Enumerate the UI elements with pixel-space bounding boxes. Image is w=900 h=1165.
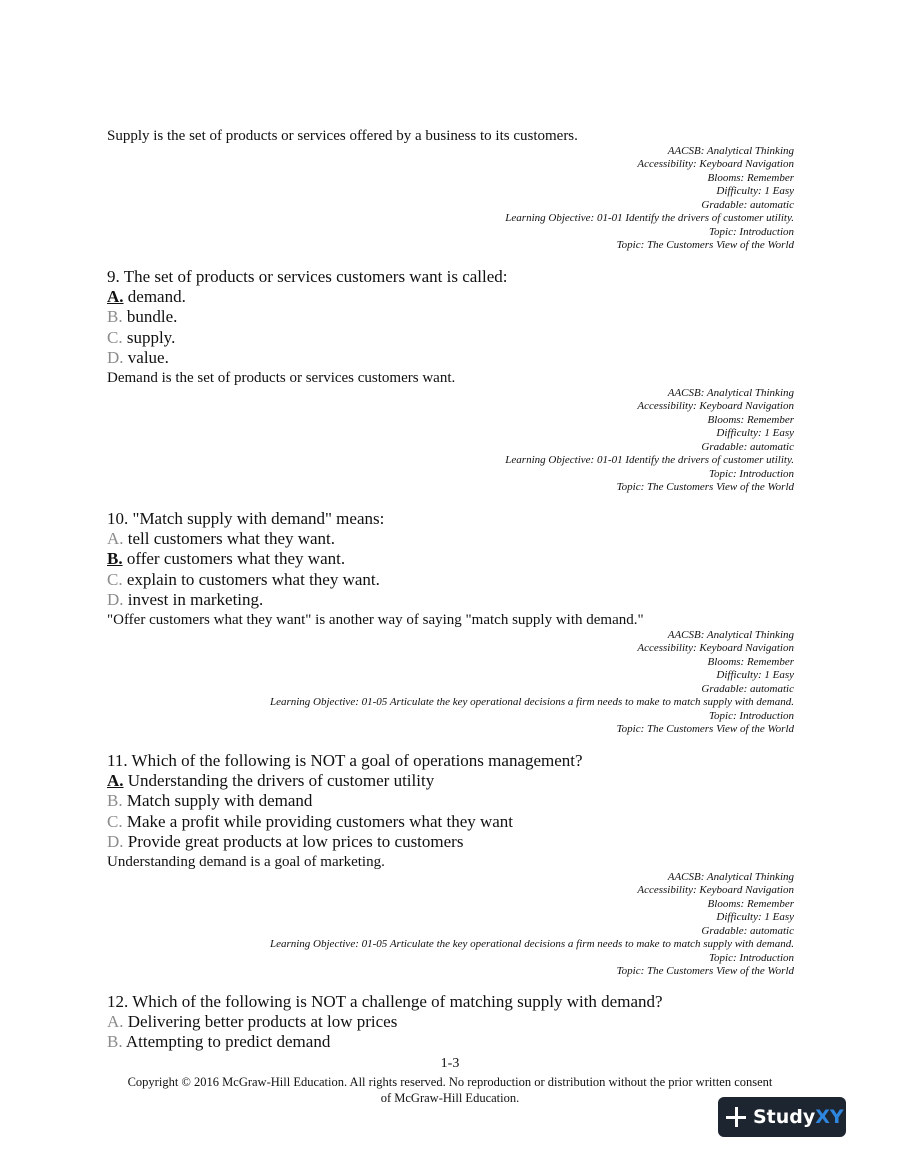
option-letter: D. xyxy=(107,589,124,609)
option-letter: A. xyxy=(107,771,124,791)
option-text: tell customers what they want. xyxy=(123,529,336,549)
meta-line: Learning Objective: 01-01 Identify the drivers of customer utility. xyxy=(505,454,794,467)
meta-line: Difficulty: 1 Easy xyxy=(716,911,794,924)
meta-line: Difficulty: 1 Easy xyxy=(716,669,794,682)
copyright-line: Copyright © 2016 McGraw-Hill Education. All rights reserved. No reproduction or distribution without the prior written consent xyxy=(127,1075,773,1089)
meta-line: Topic: The Customers View of the World xyxy=(616,481,794,494)
option-letter: C. xyxy=(107,569,123,589)
meta-line: Topic: Introduction xyxy=(708,709,794,722)
meta-line: AACSB: Analytical Thinking xyxy=(667,387,794,399)
meta-line: Learning Objective: 01-05 Articulate the key operational decisions a firm needs to make to match supply with demand. xyxy=(269,696,794,709)
meta-line: Topic: Introduction xyxy=(708,467,794,480)
option-text: Match supply with demand xyxy=(122,791,313,811)
answer-option-c xyxy=(107,570,384,590)
option-text: demand. xyxy=(123,287,186,307)
meta-line: Blooms: Remember xyxy=(707,897,794,910)
question-metadata xyxy=(505,387,794,495)
question-metadata xyxy=(270,629,794,737)
option-letter: D. xyxy=(107,347,124,367)
option-text: Delivering better products at low prices xyxy=(123,1012,398,1032)
explanation-text: Demand is the set of products or services customers want. xyxy=(107,370,456,386)
meta-line: Gradable: automatic xyxy=(701,198,794,211)
answer-option-b xyxy=(107,549,384,569)
answer-option-b xyxy=(107,307,508,327)
meta-line: Blooms: Remember xyxy=(707,655,794,668)
answer-option-a xyxy=(107,529,384,549)
question-stem: 10. "Match supply with demand" means: xyxy=(107,509,385,528)
question-metadata xyxy=(505,145,794,253)
question-stem: 9. The set of products or services customers want is called: xyxy=(107,267,508,286)
option-letter: B. xyxy=(107,1032,123,1052)
meta-line: AACSB: Analytical Thinking xyxy=(667,629,794,641)
option-text: Provide great products at low prices to customers xyxy=(123,831,464,851)
option-letter: A. xyxy=(107,287,124,307)
meta-line: Accessibility: Keyboard Navigation xyxy=(637,642,794,655)
option-letter: A. xyxy=(107,1012,124,1032)
studyxy-logo xyxy=(718,1097,846,1137)
option-text: Make a profit while providing customers what they want xyxy=(122,811,514,831)
meta-line: Gradable: automatic xyxy=(701,924,794,937)
explanation-text: Supply is the set of products or services offered by a business to its customers. xyxy=(107,128,578,144)
copyright-line: of McGraw-Hill Education. xyxy=(380,1091,520,1105)
answer-option-d xyxy=(107,348,508,368)
option-letter: C. xyxy=(107,327,123,347)
option-letter: B. xyxy=(107,549,123,569)
meta-line: Topic: The Customers View of the World xyxy=(616,965,794,978)
meta-line: Topic: Introduction xyxy=(708,951,794,964)
answer-option-d xyxy=(107,590,384,610)
meta-line: Gradable: automatic xyxy=(701,440,794,453)
meta-line: Learning Objective: 01-05 Articulate the key operational decisions a firm needs to make to match supply with demand. xyxy=(269,938,794,951)
option-text: explain to customers what they want. xyxy=(122,569,380,589)
logo-text: Study xyxy=(753,1106,816,1128)
option-letter: C. xyxy=(107,811,123,831)
option-text: Attempting to predict demand xyxy=(122,1032,331,1052)
option-text: bundle. xyxy=(122,307,178,327)
meta-line: Accessibility: Keyboard Navigation xyxy=(637,400,794,413)
meta-line: AACSB: Analytical Thinking xyxy=(667,145,794,157)
option-letter: A. xyxy=(107,529,124,549)
option-text: value. xyxy=(123,347,169,367)
meta-line: Topic: The Customers View of the World xyxy=(616,239,794,252)
answer-option-a xyxy=(107,287,508,307)
logo-text-accent: XY xyxy=(815,1106,844,1128)
meta-line: Difficulty: 1 Easy xyxy=(716,427,794,440)
question-stem: 11. Which of the following is NOT a goal of operations management? xyxy=(107,751,583,770)
answer-option-c xyxy=(107,812,583,832)
meta-line: Blooms: Remember xyxy=(707,171,794,184)
answer-option-b xyxy=(107,1032,663,1052)
page-number: 1-3 xyxy=(440,1056,460,1071)
meta-line: Blooms: Remember xyxy=(707,413,794,426)
answer-option-a xyxy=(107,1012,663,1032)
meta-line: AACSB: Analytical Thinking xyxy=(667,871,794,883)
question-metadata xyxy=(270,871,794,979)
meta-line: Topic: The Customers View of the World xyxy=(616,723,794,736)
option-text: offer customers what they want. xyxy=(122,549,346,569)
option-text: supply. xyxy=(122,327,176,347)
answer-option-c xyxy=(107,328,508,348)
option-letter: B. xyxy=(107,307,123,327)
meta-line: Difficulty: 1 Easy xyxy=(716,185,794,198)
meta-line: Gradable: automatic xyxy=(701,682,794,695)
question-10 xyxy=(107,509,384,610)
question-12 xyxy=(107,992,663,1053)
option-text: invest in marketing. xyxy=(123,589,264,609)
answer-option-a xyxy=(107,771,583,791)
meta-line: Topic: Introduction xyxy=(708,225,794,238)
answer-option-b xyxy=(107,791,583,811)
meta-line: Learning Objective: 01-01 Identify the drivers of customer utility. xyxy=(505,212,794,225)
question-11 xyxy=(107,751,583,852)
question-9 xyxy=(107,267,508,368)
option-letter: B. xyxy=(107,791,123,811)
explanation-text: "Offer customers what they want" is another way of saying "match supply with demand." xyxy=(107,612,644,628)
answer-option-d xyxy=(107,832,583,852)
copyright-notice xyxy=(105,1074,795,1106)
option-text: Understanding the drivers of customer utility xyxy=(123,771,435,791)
plus-icon xyxy=(726,1107,746,1127)
question-stem: 12. Which of the following is NOT a challenge of matching supply with demand? xyxy=(107,992,663,1011)
meta-line: Accessibility: Keyboard Navigation xyxy=(637,158,794,171)
option-letter: D. xyxy=(107,831,124,851)
meta-line: Accessibility: Keyboard Navigation xyxy=(637,884,794,897)
explanation-text: Understanding demand is a goal of marketing. xyxy=(107,854,385,870)
